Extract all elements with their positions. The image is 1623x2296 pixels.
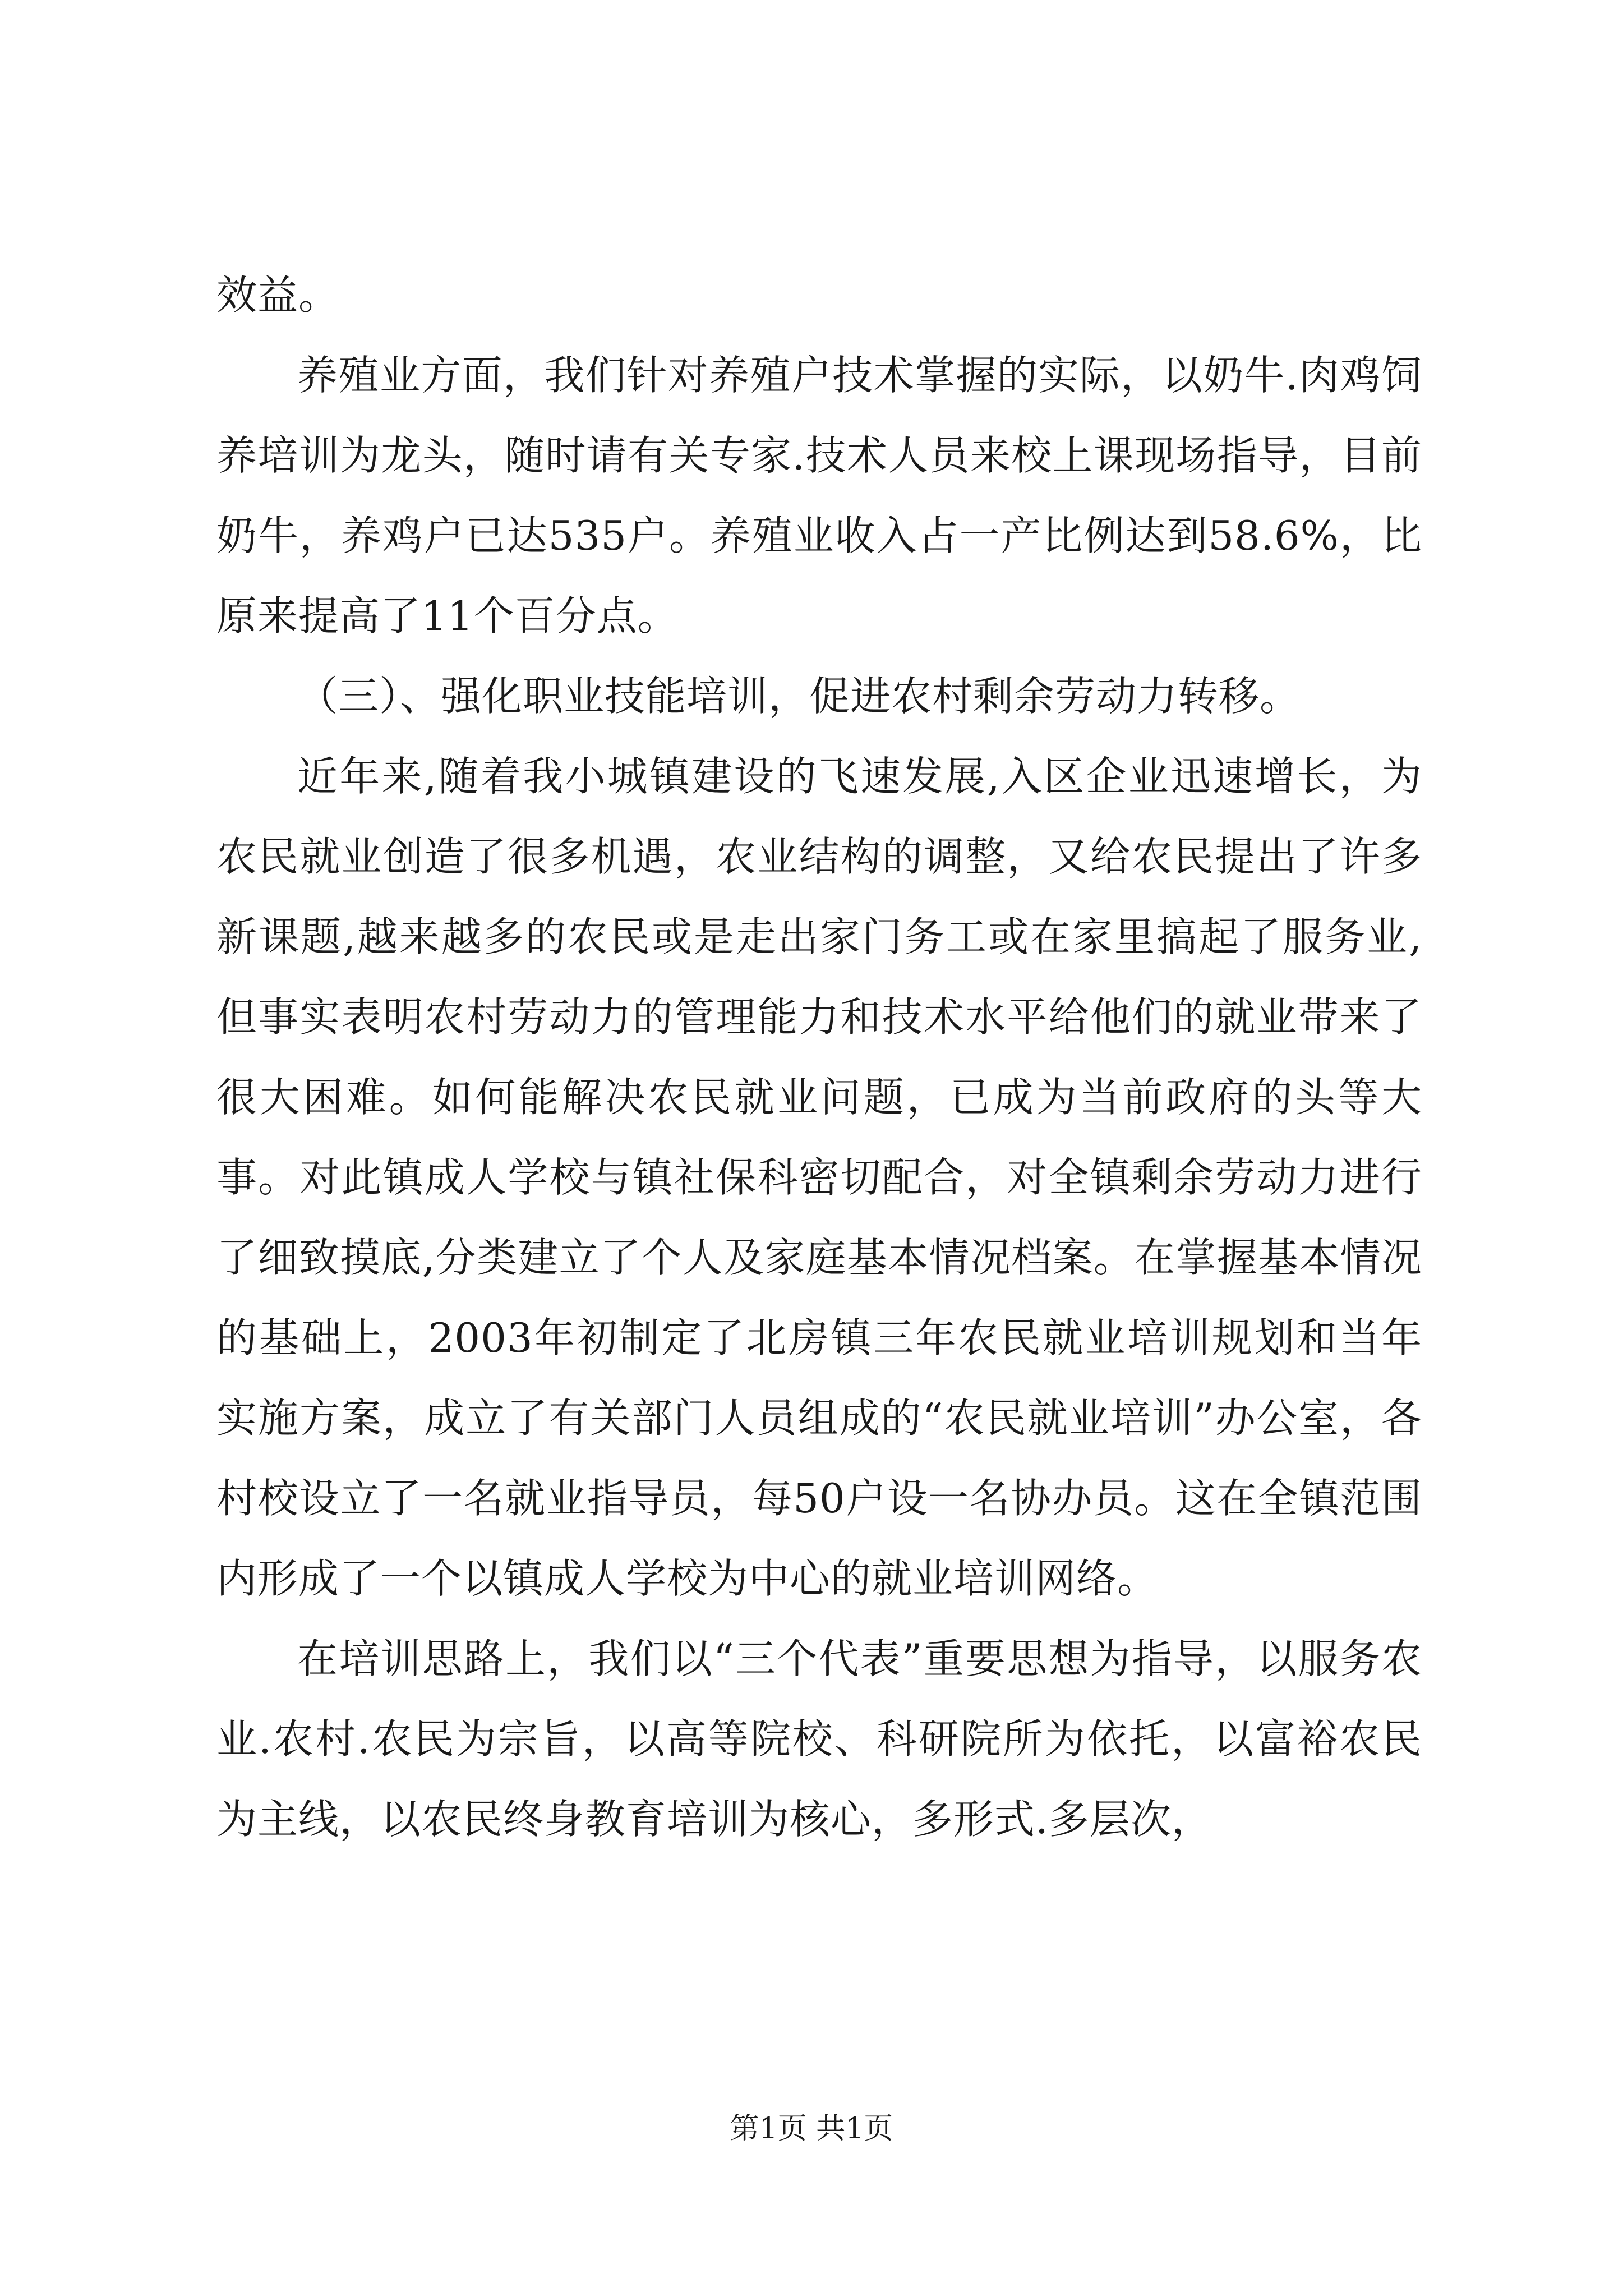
- page-footer: 第1页 共1页: [730, 2112, 893, 2146]
- paragraph-livestock: 养殖业方面，我们针对养殖户技术掌握的实际，以奶牛.肉鸡饲养培训为龙头，随时请有关专家.技术人员来校上课现场指导，目前奶牛，养鸡户已达535户。养殖业收入占一产比例达到58.6%，比原来提高了11个百分点。: [216, 352, 1422, 639]
- section-heading-three: （三）、强化职业技能培训，促进农村剩余劳动力转移。: [297, 673, 1301, 720]
- paragraph-continuation: 效益。: [216, 272, 340, 319]
- paragraph-employment-training: 近年来,随着我小城镇建设的飞速发展,入区企业迅速增长，为农民就业创造了很多机遇，农业结构的调整，又给农民提出了许多新课题,越来越多的农民或是走出家门务工或在家里搞起了服务业,但事实表明农村劳动力的管理能力和技术水平给他们的就业带来了很大困难。如何能解决农民就业问题，已成为当前政府的头等大事。对此镇成人学校与镇社保科密切配合，对全镇剩余劳动力进行了细致摸底,分类建立了个人及家庭基本情况档案。在掌握基本情况的基础上，2003年初制定了北房镇三年农民就业培训规划和当年实施方案，成立了有关部门人员组成的“农民就业培训”办公室，各村校设立了一名就业指导员，每50户设一名协办员。这在全镇范围内形成了一个以镇成人学校为中心的就业培训网络。: [216, 753, 1422, 1602]
- paragraph-training-approach: 在培训思路上，我们以“三个代表”重要思想为指导，以服务农业.农村.农民为宗旨，以高等院校、科研院所为依托，以富裕农民为主线，以农民终身教育培训为核心，多形式.多层次，: [216, 1635, 1422, 1843]
- document-body: [216, 255, 1422, 1860]
